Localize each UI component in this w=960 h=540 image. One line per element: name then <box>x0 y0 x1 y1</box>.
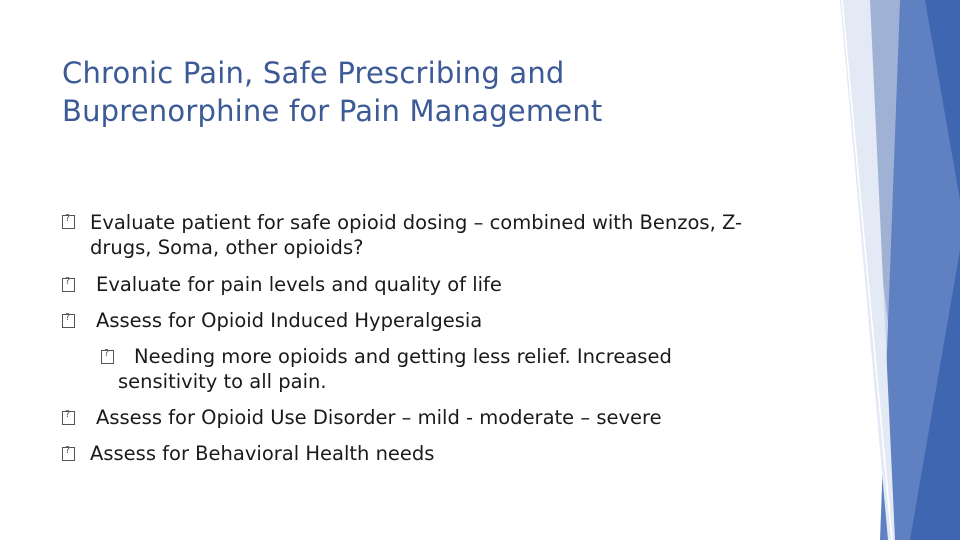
sub-bullet-line-1: Needing more opioids and getting less relief. Increased <box>134 345 672 368</box>
bullet-1-line-2: drugs, Soma, other opioids? <box>90 236 364 259</box>
bullet-3: Assess for Opioid Induced Hyperalgesia <box>96 309 483 332</box>
slide-title-line-2: Buprenorphine for Pain Management <box>62 94 603 128</box>
decorative-side-shapes <box>840 0 960 540</box>
sub-bullet-line-2: sensitivity to all pain. <box>118 370 327 393</box>
missing-glyph-box-icon <box>62 314 75 328</box>
missing-glyph-box-icon <box>62 278 75 292</box>
missing-glyph-box-icon <box>62 447 75 461</box>
slide-title <box>62 54 822 130</box>
bullet-1-line-1: Evaluate patient for safe opioid dosing – combined with Benzos, Z- <box>90 211 743 234</box>
missing-glyph-box-icon <box>62 215 75 229</box>
missing-glyph-box-icon <box>62 411 75 425</box>
missing-glyph-box-icon <box>101 350 114 364</box>
slide-title-line-1: Chronic Pain, Safe Prescribing and <box>62 56 565 90</box>
bullet-2: Evaluate for pain levels and quality of life <box>96 273 502 296</box>
bullet-6: Assess for Behavioral Health needs <box>90 442 435 465</box>
bullet-5: Assess for Opioid Use Disorder – mild - moderate – severe <box>96 406 662 429</box>
